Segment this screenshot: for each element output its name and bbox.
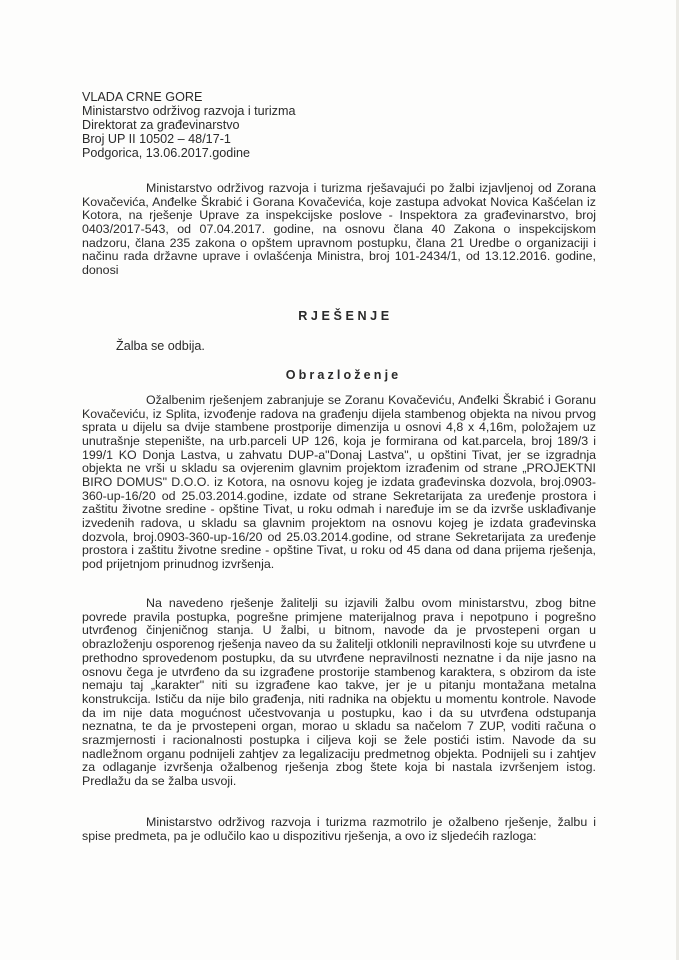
case-number: Broj UP II 10502 – 48/17-1 [82, 132, 231, 146]
reasoning-paragraph-1: Ožalbenim rješenjem zabranjuje se Zoranu Kovačeviću, Anđelki Škrabić i Goranu Kovačeviću, iz Splita, izvođenje radova na građenju dijela stambenog objekta na nivou prvog sprata u dijelu sa dvije stambene prostporije dimenzija u osnovi 4,8 x 4,16m, položajem uz unutrašnje stepenište, na urb.parceli UP 126, koja je formirana od kat.parcela, broj 189/3 i 199/1 KO Donja Lastva, u zahvatu DUP-a"Donaj Lastva", u opštini Tivat, jer se izgradnja objekta ne vrši u skladu sa ovjerenim glavnim projektom izrađenim od strane „PROJEKTNI BIRO DOMUS" D.O.O. iz Kotora, na osnovu kojeg je izdata građevinska dozvola, broj.0903-360-up-16/20 od 25.03.2014.godine, izdate od strane Sekretarijata za uređenje prostora i zaštitu životne sredine - opštine Tivat, u roku odmah i naređuje im se da izvrše usklađivanje izvedenih radova, u skladu sa glavnim projektom na osnovu kojeg je izdata građevinska dozvola, broj.0903-360-up-16/20 od 25.03.2014.godine, od strane Sekretarijata za uređenje prostora i zaštitu životne sredine - opštine Tivat, u roku od 45 dana od dana prijema rješenja, pod prijetnjom prinudnog izvršenja. [82, 393, 596, 571]
reasoning-paragraph-3: Ministarstvo održivog razvoja i turizma razmotrilo je ožalbeno rješenje, žalbu i spise predmeta, pa je odlučilo kao u dispozitivu rješenja, a ovo iz sljedećih razloga: [82, 815, 596, 843]
intro-paragraph: Ministarstvo održivog razvoja i turizma rješavajući po žalbi izjavljenoj od Zorana Kovačevića, Anđelke Škrabić i Gorana Kovačevića, koje zastupa advokat Novica Kašćelan iz Kotora, na rješenje Uprave za inspekcijske poslove - Inspektora za građevinarstvo, broj 0403/2017-543, od 07.04.2017. godine, na osnovu člana 40 Zakona o inspekcijskom nadzoru, člana 235 zakona o opštem upravnom postupku, člana 21 Uredbe o organizaciji i načinu rada državne uprave i ovlašćenja Ministra, broj 101-2434/1, od 13.12.2016. godine, donosi [82, 181, 596, 277]
reasoning-heading: Obrazloženje [285, 368, 402, 382]
letterhead [82, 90, 295, 160]
place-and-date: Podgorica, 13.06.2017.godine [82, 146, 251, 160]
government-name: VLADA CRNE GORE [82, 90, 203, 104]
ministry-name: Ministarstvo održivog razvoja i turizma [82, 104, 296, 118]
reasoning-paragraph-2: Na navedeno rješenje žalitelji su izjavili žalbu ovom ministarstvu, zbog bitne povrede pravila postupka, pogrešne primjene materijalnog prava i nepotpuno i pogrešno utvrđenog činjeničnog stanja. U žalbi, u bitnom, navode da je prvostepeni organ u obrazloženju osporenog rješenja naveo da su žalitelji otklonili nepravilnosti koje su utvrđene u prethodno sprovedenom postupku, da su utvrđene nepravilnosti neznatne i da nije jasno na osnovu čega je utvrđeno da su izgrađene prostorije stambenog karaktera, s obzirom da iste nemaju taj „karakter" niti su izgrađene kao takve, jer je u pitanju montažana metalna konstrukcija. Ističu da nije bilo građenja, niti radnika na objektu u momentu kontrole. Navode da im nije data mogućnost učestvovanja u postupku, kao i da su utvrđena odstupanja neznatna, te da je prvostepeni organ, morao u skladu sa načelom 7 ZUP, voditi računa o srazmjernosti i racionalnosti postupka i ciljeva koji se žele postići istim. Navode da su nadležnom organu podnijeli zahtjev za legalizaciju predmetnog objekta. Podnijeli su i zahtjev za odlaganje izvršenja ožalbenog rješenja zbog štete koja bi nastala izvršenjem istog. Predlažu da se žalba usvoji. [82, 596, 596, 789]
decision-text: Žalba se odbija. [116, 339, 205, 353]
decision-heading: RJEŠENJE [298, 309, 393, 323]
directorate-name: Direktorat za građevinarstvo [82, 118, 240, 132]
